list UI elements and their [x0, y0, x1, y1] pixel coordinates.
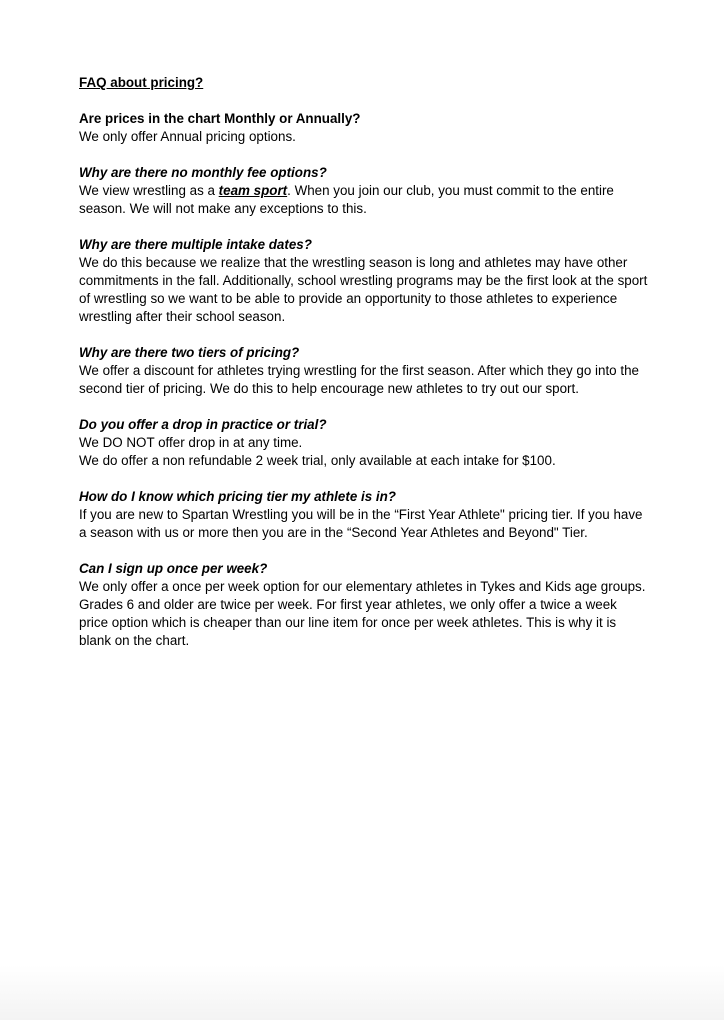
- faq-question: Why are there no monthly fee options?: [79, 165, 327, 180]
- faq-item-pricing-period: [79, 110, 649, 146]
- document-page: [79, 74, 649, 668]
- faq-question: Why are there two tiers of pricing?: [79, 345, 300, 360]
- faq-question: How do I know which pricing tier my athlete is in?: [79, 489, 396, 504]
- faq-question: Do you offer a drop in practice or trial?: [79, 417, 327, 432]
- faq-question: Why are there multiple intake dates?: [79, 237, 312, 252]
- faq-answer: We do this because we realize that the wrestling season is long and athletes may have other commitments in the fall. Additionally, school wrestling programs may be the first look at the sport of wrestling so we want to be able to provide an opportunity to those athletes to experience wrestling after their school season.: [79, 255, 648, 324]
- answer-text: . When you join our club, you must commit to the entire season. We will not make any exceptions to this.: [79, 183, 614, 216]
- faq-answer: [79, 182, 649, 218]
- faq-item-monthly-fee: [79, 164, 649, 218]
- faq-item-drop-in-trial: [79, 416, 649, 470]
- faq-question: Are prices in the chart Monthly or Annually?: [79, 111, 361, 126]
- faq-item-once-per-week: [79, 560, 649, 650]
- faq-answer: We DO NOT offer drop in at any time.: [79, 435, 303, 450]
- faq-answer: We only offer a once per week option for our elementary athletes in Tykes and Kids age groups. Grades 6 and older are twice per week. For first year athletes, we only offer a twice a week price option which is cheaper than our line item for once per week athletes. This is why it is blank on the chart.: [79, 579, 646, 648]
- page-title: FAQ about pricing?: [79, 75, 204, 90]
- answer-text: We view wrestling as a: [79, 183, 219, 198]
- faq-item-intake-dates: [79, 236, 649, 326]
- faq-question: Can I sign up once per week?: [79, 561, 268, 576]
- faq-answer: We only offer Annual pricing options.: [79, 129, 296, 144]
- faq-answer: If you are new to Spartan Wrestling you will be in the “First Year Athlete" pricing tier. If you have a season with us or more then you are in the “Second Year Athletes and Beyond" Tier.: [79, 507, 643, 540]
- faq-item-which-tier: [79, 488, 649, 542]
- emphasis-team-sport: team sport: [218, 183, 288, 198]
- faq-answer: We do offer a non refundable 2 week trial, only available at each intake for $100.: [79, 453, 556, 468]
- faq-item-pricing-tiers: [79, 344, 649, 398]
- faq-answer: We offer a discount for athletes trying wrestling for the first season. After which they go into the second tier of pricing. We do this to help encourage new athletes to try out our sport.: [79, 363, 639, 396]
